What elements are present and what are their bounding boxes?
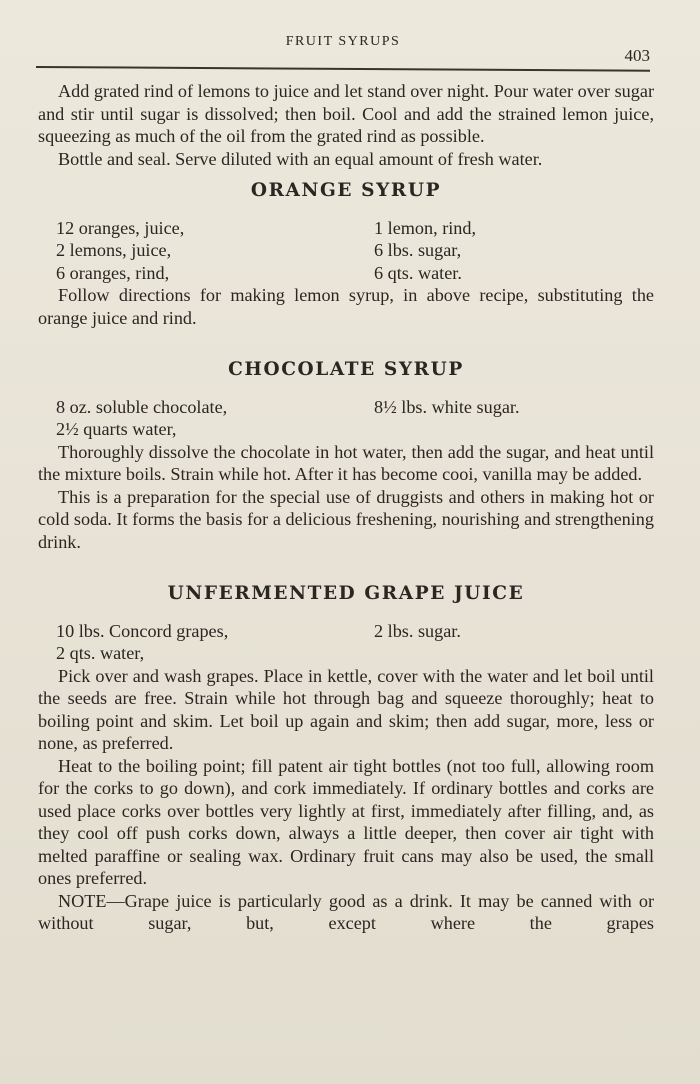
recipe-title-grape-juice: UNFERMENTED GRAPE JUICE (167, 583, 525, 604)
ingredient: 2 lbs. sugar. (374, 620, 461, 641)
ingredient: 1 lemon, rind, (374, 217, 477, 238)
ingredient (374, 642, 654, 665)
note-paragraph: This is a preparation for the special use of druggists and others in making hot or cold soda. It forms the basis for a delicious freshening, nourishing and strengthening drink. (38, 486, 654, 552)
running-head (36, 30, 650, 70)
running-title: FRUIT SYRUPS (285, 34, 401, 49)
ingredient-list (38, 620, 654, 665)
ingredient: 8 oz. soluble chocolate, (56, 396, 228, 417)
page-number: 403 (624, 46, 650, 65)
directions-paragraph: Thoroughly dissolve the chocolate in hot water, then add the sugar, and heat until the mixture boils. Strain while hot. After it has become cooi, vanilla may be added. (38, 441, 654, 484)
recipe-title-chocolate-syrup: CHOCOLATE SYRUP (228, 359, 464, 380)
note-paragraph: NOTE—Grape juice is particularly good as a drink. It may be canned with or without sugar, but, except where the grapes (38, 890, 654, 933)
directions-paragraph: Pick over and wash grapes. Place in kettle, cover with the water and let boil until the seeds are free. Strain while hot through bag and squeeze thoroughly; heat to boiling point and skim. Let boil up again and skim; then add sugar, more, less or none, as preferred. (38, 665, 654, 753)
ingredient: 2 qts. water, (56, 643, 145, 663)
ingredient: 12 oranges, juice, (56, 217, 185, 238)
ingredient: 2½ quarts water, (56, 419, 177, 439)
ingredient: 6 qts. water. (374, 262, 462, 283)
header-rule (36, 66, 650, 72)
intro-paragraph: Add grated rind of lemons to juice and let stand over night. Pour water over sugar and stir until sugar is dissolved; then boil. Cool and add the strained lemon juice, squeezing as much of the oil from the grated rind as possible. (38, 81, 654, 146)
ingredient: 6 oranges, rind, (56, 262, 170, 283)
recipe-title-orange-syrup: ORANGE SYRUP (250, 180, 442, 201)
ingredient: 8½ lbs. white sugar. (374, 396, 520, 417)
ingredient-list (38, 217, 654, 285)
directions-paragraph: Follow directions for making lemon syrup, in above recipe, substituting the orange juice and rind. (38, 285, 654, 328)
directions-paragraph: Heat to the boiling point; fill patent air tight bottles (not too full, allowing room for the corks to go down), and cork immediately. If ordinary bottles and corks are used place corks over bottles very lightly at first, immediately after filling, and, as they cool off push corks down, always a little deeper, then cover air tight with melted paraffine or sealing wax. Ordinary fruit cans may also be used, the small ones preferred. (38, 755, 654, 888)
page-body (38, 80, 654, 935)
ingredient-list (38, 396, 654, 441)
ingredient: 10 lbs. Concord grapes, (56, 620, 229, 641)
ingredient: 6 lbs. sugar, (374, 240, 462, 260)
ingredient (374, 418, 654, 441)
intro-paragraph: Bottle and seal. Serve diluted with an equal amount of fresh water. (58, 148, 543, 169)
ingredient: 2 lemons, juice, (56, 240, 172, 260)
